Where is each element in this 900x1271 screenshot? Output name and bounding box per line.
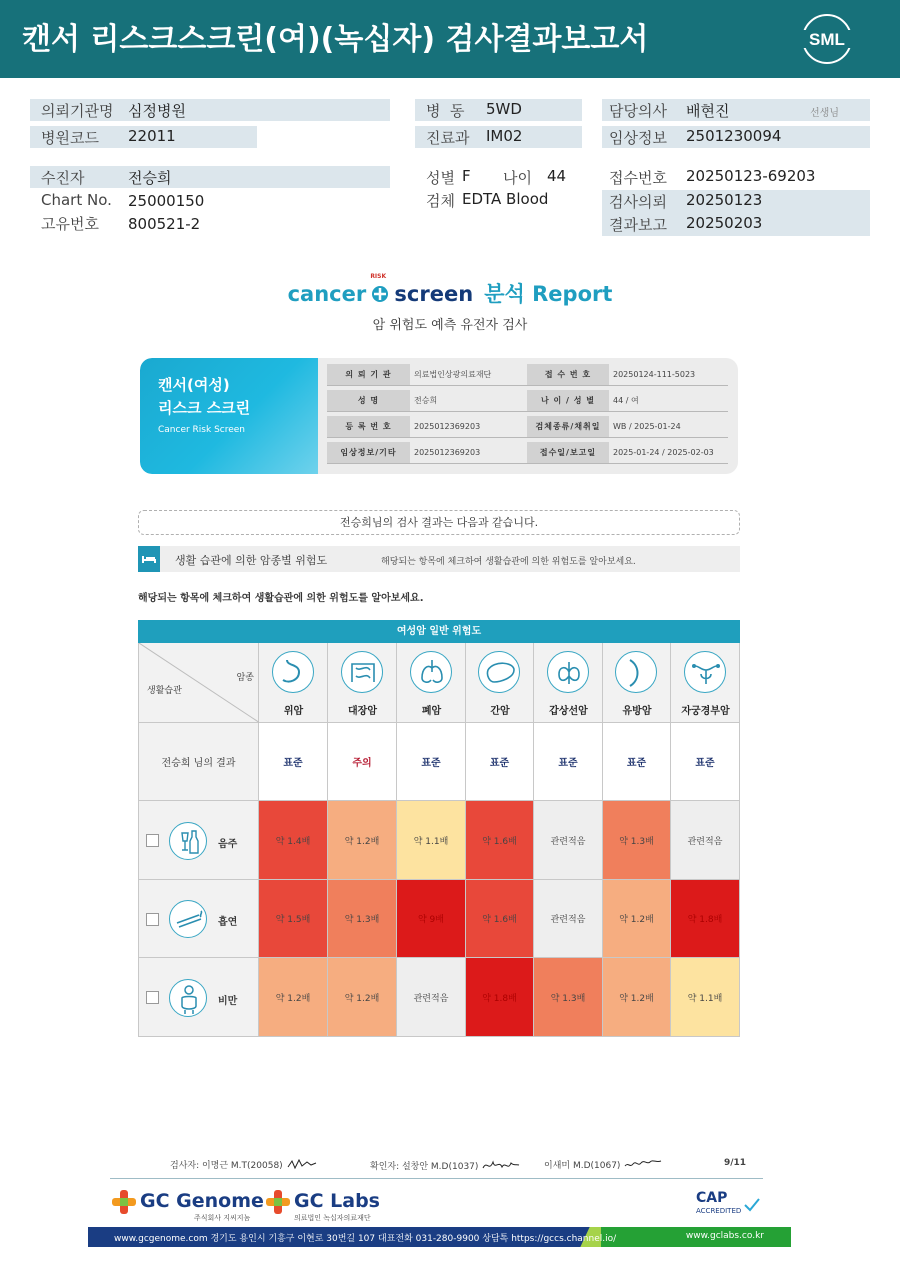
check-icon bbox=[744, 1198, 760, 1212]
cap-text: CAP bbox=[696, 1190, 728, 1206]
cancer-header bbox=[466, 643, 534, 723]
age-label: 나이 bbox=[503, 169, 532, 187]
risk-table bbox=[138, 620, 740, 1037]
hospital-code-value: 22011 bbox=[128, 127, 176, 145]
habit-row-header bbox=[138, 801, 259, 880]
cancer-name: 자궁경부암 bbox=[681, 706, 730, 717]
risk-cell: 약 1.4배 bbox=[259, 801, 328, 880]
cancer-header bbox=[328, 643, 397, 723]
clinical-label: 임상정보 bbox=[609, 129, 667, 147]
risk-cell: 약 1.2배 bbox=[603, 880, 671, 958]
result-cell: 표준 bbox=[671, 723, 740, 801]
logo-cancer: cancer bbox=[287, 282, 367, 306]
card-value: 44 / 여 bbox=[613, 396, 639, 405]
card-value: 의료법인상광의료재단 bbox=[414, 370, 492, 379]
risk-cell: 약 1.2배 bbox=[259, 958, 328, 1037]
risk-cell: 약 1.1배 bbox=[397, 801, 466, 880]
card-value: 2025012369203 bbox=[414, 422, 481, 431]
gc-labs-text: GC Labs bbox=[294, 1190, 380, 1212]
card-row bbox=[327, 364, 728, 386]
risk-cell: 약 1.5배 bbox=[259, 880, 328, 958]
card-key: 임상정보/기타 bbox=[327, 442, 410, 463]
card-row bbox=[327, 416, 728, 438]
footer-site: www.gclabs.co.kr bbox=[685, 1231, 764, 1241]
cancer-header bbox=[603, 643, 671, 723]
svg-text:SML: SML bbox=[809, 30, 845, 49]
risk-cell: 관련적음 bbox=[534, 801, 603, 880]
examiner-signature-icon bbox=[286, 1158, 322, 1170]
report-subtitle: 암 위험도 예측 유전자 검사 bbox=[372, 318, 528, 333]
report-label: 결과보고 bbox=[609, 216, 667, 234]
footer-divider bbox=[110, 1178, 763, 1179]
examiner bbox=[170, 1158, 322, 1171]
doctor-suffix: 선생님 bbox=[810, 108, 839, 119]
card-key: 접수일/보고일 bbox=[527, 442, 609, 463]
card-value: 2025012369203 bbox=[414, 448, 481, 457]
corner-cancer-label: 암종 bbox=[236, 673, 254, 683]
dept-value: IM02 bbox=[486, 127, 523, 145]
risk-cell: 약 1.8배 bbox=[466, 958, 534, 1037]
confirmer2-text: 이새미 M.D(1067) bbox=[544, 1161, 621, 1171]
receipt-value: 20250123-69203 bbox=[686, 167, 816, 185]
result-cell: 표준 bbox=[466, 723, 534, 801]
card-value: WB / 2025-01-24 bbox=[613, 422, 681, 431]
doctor-value: 배현진 bbox=[686, 102, 730, 120]
corner-habit-label: 생활습관 bbox=[147, 686, 182, 696]
stomach-icon bbox=[272, 651, 314, 693]
thyroid-icon bbox=[547, 651, 589, 693]
section-bar bbox=[138, 546, 740, 572]
risk-cell: 관련적음 bbox=[397, 958, 466, 1037]
logo-screen: screen bbox=[394, 282, 474, 306]
summary-card bbox=[140, 358, 738, 474]
risk-cell: 약 1.6배 bbox=[466, 880, 534, 958]
confirmer bbox=[370, 1158, 521, 1172]
alcohol-icon bbox=[169, 822, 207, 860]
card-key: 접 수 번 호 bbox=[527, 364, 609, 385]
dept-label: 진료과 bbox=[426, 129, 470, 147]
card-key: 성 명 bbox=[327, 390, 410, 411]
result-row-label: 전승희 님의 결과 bbox=[138, 723, 259, 801]
risk-cell: 약 1.8배 bbox=[671, 880, 740, 958]
habit-name: 음주 bbox=[218, 838, 238, 850]
risk-cell: 약 9배 bbox=[397, 880, 466, 958]
request-label: 검사의뢰 bbox=[609, 193, 667, 211]
gc-cross-icon bbox=[112, 1190, 136, 1214]
footer-bar bbox=[88, 1227, 791, 1247]
examiner-text: 검사자: 이명근 M.T(20058) bbox=[170, 1161, 283, 1171]
confirmer-signature-icon bbox=[481, 1158, 521, 1172]
risk-table-title: 여성암 일반 위험도 bbox=[138, 620, 740, 643]
breast-icon bbox=[615, 651, 657, 693]
cap-sub: ACCREDITED bbox=[696, 1207, 742, 1215]
result-cell: 표준 bbox=[259, 723, 328, 801]
confirmer-text: 확인자: 설창안 M.D(1037) bbox=[370, 1162, 479, 1172]
id-value: 800521-2 bbox=[128, 215, 201, 233]
card-value: 20250124-111-5023 bbox=[613, 370, 696, 379]
uterus-icon bbox=[684, 651, 726, 693]
ward-value: 5WD bbox=[486, 100, 522, 118]
card-value: 2025-01-24 / 2025-02-03 bbox=[613, 448, 714, 457]
habit-checkbox[interactable] bbox=[146, 834, 159, 847]
institution-value: 심정병원 bbox=[128, 102, 186, 120]
cancer-header bbox=[671, 643, 740, 723]
card-key: 검체종류/채취일 bbox=[527, 416, 609, 437]
habit-row-header bbox=[138, 880, 259, 958]
risk-cell: 약 1.2배 bbox=[328, 801, 397, 880]
card-key: 등 록 번 호 bbox=[327, 416, 410, 437]
sex-label: 성별 bbox=[426, 169, 455, 187]
cancer-header bbox=[534, 643, 603, 723]
bed-icon bbox=[138, 546, 160, 572]
gc-labs-sub: 의료법인 녹십자의료재단 bbox=[294, 1214, 371, 1222]
risk-cell: 약 1.3배 bbox=[603, 801, 671, 880]
cancer-name: 위암 bbox=[283, 706, 304, 717]
cancer-header bbox=[259, 643, 328, 723]
report-logo bbox=[0, 273, 900, 308]
request-value: 20250123 bbox=[686, 191, 763, 209]
card-key: 의 뢰 기 관 bbox=[327, 364, 410, 385]
risk-cell: 관련적음 bbox=[534, 880, 603, 958]
colon-icon bbox=[341, 651, 383, 693]
age-value: 44 bbox=[547, 167, 567, 185]
card-row bbox=[327, 390, 728, 412]
liver-icon bbox=[478, 651, 520, 693]
card-title-1: 캔서(여성) bbox=[158, 376, 230, 394]
habit-row-header bbox=[138, 958, 259, 1037]
gc-cross-icon bbox=[266, 1190, 290, 1214]
confirmer-2 bbox=[544, 1158, 663, 1171]
patient-name: 전승희 bbox=[128, 169, 172, 187]
result-cell: 표준 bbox=[603, 723, 671, 801]
obesity-icon bbox=[169, 979, 207, 1017]
chart-value: 25000150 bbox=[128, 192, 205, 210]
gc-genome-sub: 주식회사 지씨지놈 bbox=[194, 1214, 251, 1222]
risk-cell: 약 1.6배 bbox=[466, 801, 534, 880]
report-value: 20250203 bbox=[686, 214, 763, 232]
cancer-name: 유방암 bbox=[622, 706, 652, 717]
risk-cell: 약 1.1배 bbox=[671, 958, 740, 1037]
receipt-label: 접수번호 bbox=[609, 169, 667, 187]
result-cell: 표준 bbox=[534, 723, 603, 801]
card-title-3: Cancer Risk Screen bbox=[158, 425, 246, 435]
sml-logo bbox=[800, 12, 854, 66]
doctor-label: 담당의사 bbox=[609, 102, 667, 120]
corner-cell bbox=[138, 643, 259, 723]
ward-label: 병 동 bbox=[426, 102, 465, 120]
card-title-2: 리스크 스크린 bbox=[158, 399, 251, 417]
risk-cell: 약 1.3배 bbox=[328, 880, 397, 958]
hospital-code-label: 병원코드 bbox=[41, 129, 99, 147]
logo-report: 분석 Report bbox=[484, 282, 613, 306]
chart-label: Chart No. bbox=[41, 191, 112, 209]
cancer-name: 대장암 bbox=[348, 706, 377, 717]
cancer-header bbox=[397, 643, 466, 723]
card-row bbox=[327, 442, 728, 464]
risk-cell: 약 1.2배 bbox=[328, 958, 397, 1037]
page-title: 캔서 리스크스크린(여)(녹십자) 검사결과보고서 bbox=[22, 22, 649, 57]
card-banner bbox=[140, 358, 318, 474]
cancer-name: 폐암 bbox=[421, 706, 442, 717]
result-cell: 표준 bbox=[397, 723, 466, 801]
result-cell: 주의 bbox=[328, 723, 397, 801]
risk-cell: 관련적음 bbox=[671, 801, 740, 880]
cancer-name: 간암 bbox=[490, 706, 510, 717]
logo-mark-icon bbox=[370, 273, 389, 303]
lung-icon bbox=[410, 651, 452, 693]
id-label: 고유번호 bbox=[41, 215, 99, 233]
logo-risk: RISK bbox=[370, 273, 387, 280]
cancer-name: 갑상선암 bbox=[549, 706, 588, 717]
habit-checkbox[interactable] bbox=[146, 913, 159, 926]
sex-value: F bbox=[462, 167, 471, 185]
patient-label: 수진자 bbox=[41, 169, 85, 187]
habit-checkbox[interactable] bbox=[146, 991, 159, 1004]
card-key: 나 이 / 성 별 bbox=[527, 390, 609, 411]
footer-address: www.gcgenome.com 경기도 용인시 기흥구 이현로 30번길 107 대표전화 031-280-9900 상담톡 https://gccs.channel.io/ bbox=[114, 1234, 617, 1244]
instruction-text: 해당되는 항목에 체크하여 생활습관에 의한 위험도를 알아보세요. bbox=[138, 593, 424, 604]
clinical-value: 2501230094 bbox=[686, 127, 782, 145]
specimen-value: EDTA Blood bbox=[462, 190, 549, 208]
habit-name: 흡연 bbox=[218, 917, 238, 928]
section-title: 생활 습관에 의한 암종별 위험도 bbox=[175, 554, 328, 567]
card-value: 전승희 bbox=[414, 396, 438, 405]
institution-label: 의뢰기관명 bbox=[41, 102, 114, 120]
smoking-icon bbox=[169, 900, 207, 938]
habit-name: 비만 bbox=[218, 995, 238, 1007]
confirmer2-signature-icon bbox=[623, 1158, 663, 1170]
specimen-label: 검체 bbox=[426, 192, 455, 210]
gc-genome-text: GC Genome bbox=[140, 1190, 264, 1212]
section-hint: 해당되는 항목에 체크하여 생활습관에 의한 위험도를 알아보세요. bbox=[381, 557, 636, 567]
page-number: 9/11 bbox=[724, 1158, 747, 1168]
risk-cell: 약 1.2배 bbox=[603, 958, 671, 1037]
header-bar bbox=[0, 0, 900, 78]
result-notice: 전승희님의 검사 결과는 다음과 같습니다. bbox=[138, 510, 740, 535]
risk-cell: 약 1.3배 bbox=[534, 958, 603, 1037]
